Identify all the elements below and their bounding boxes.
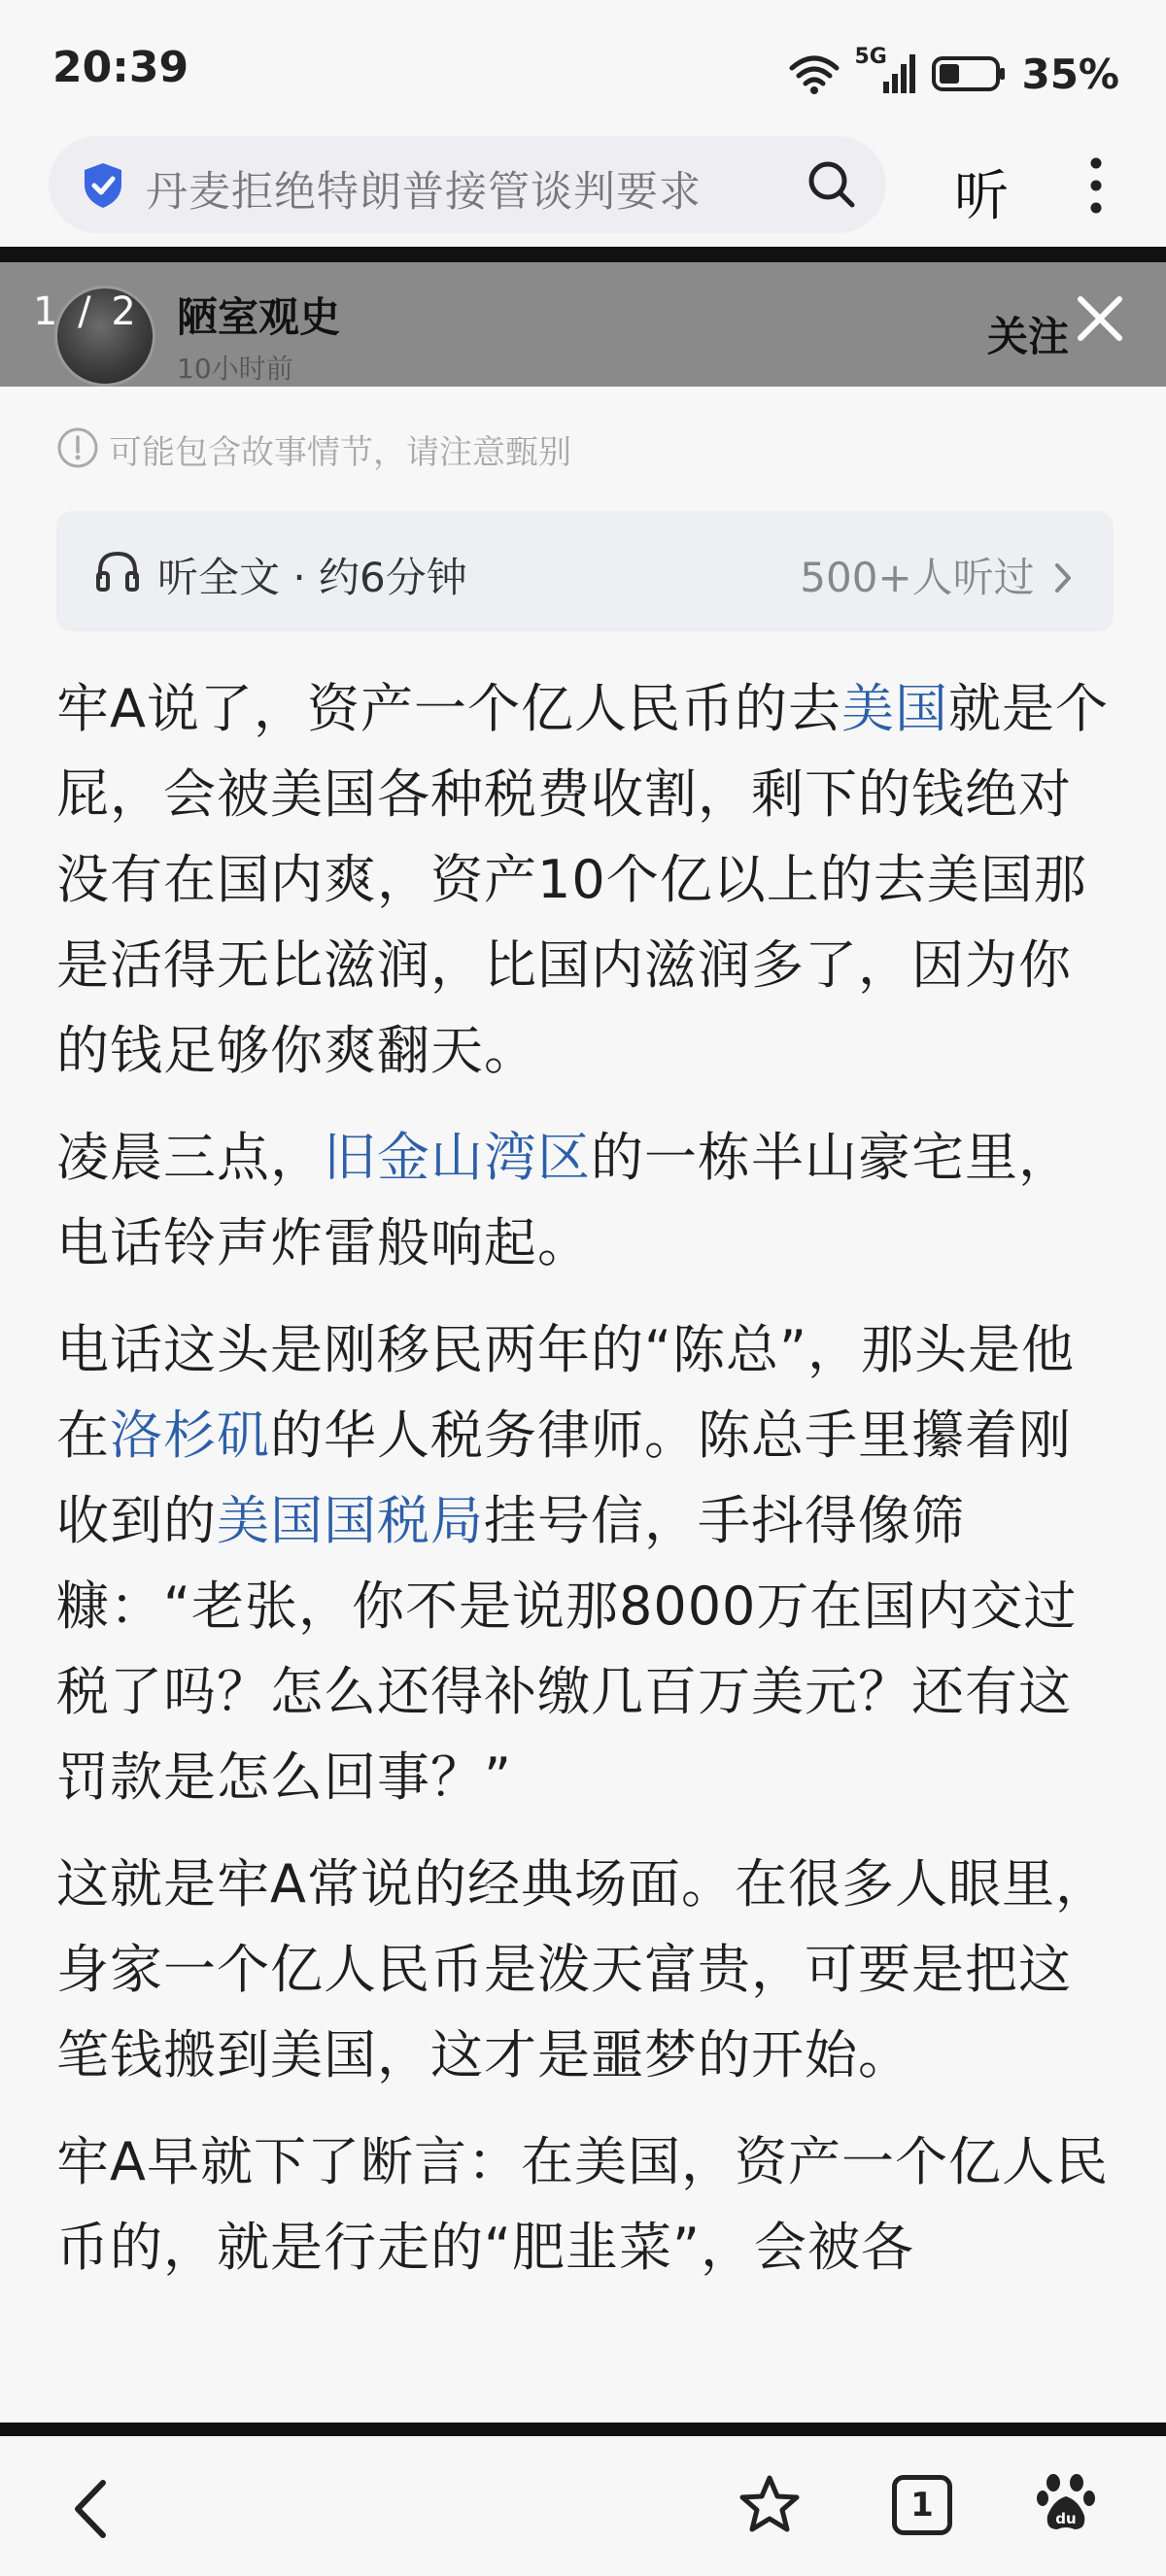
- wifi-icon: [788, 52, 840, 95]
- baidu-paw-icon[interactable]: [1036, 2471, 1096, 2539]
- listen-button[interactable]: 听: [954, 165, 1009, 228]
- text-span: 牢A说了，资产一个亿人民币的去: [56, 678, 841, 739]
- story-notice: [56, 425, 571, 473]
- bottom-nav: [0, 2436, 1166, 2576]
- article-paragraph: 这就是牢A常说的经典场面。在很多人眼里，身家一个亿人民币是泼天富贵，可要是把这笔钱搬到美国，这才是噩梦的开始。: [56, 1853, 1109, 2085]
- article-paragraph: [56, 1115, 1115, 1286]
- article-paragraph: [56, 1307, 1115, 1820]
- more-menu-icon[interactable]: [1086, 155, 1106, 220]
- signal-icon: [854, 45, 918, 97]
- article-paragraph: 牢A早就下了断言：在美国，资产一个亿人民币的，就是行走的“肥韭菜”，会被各: [56, 2131, 1109, 2278]
- search-query[interactable]: 丹麦拒绝特朗普接管谈判要求: [146, 168, 702, 217]
- svg-text:du: du: [1055, 2510, 1077, 2527]
- listen-label: 听全文 · 约6分钟: [157, 554, 467, 601]
- info-icon: [56, 426, 99, 473]
- link-sf-bay-area[interactable]: 旧金山湾区: [324, 1127, 591, 1188]
- back-icon[interactable]: [70, 2477, 113, 2545]
- search-icon[interactable]: [806, 159, 857, 214]
- text-span: 的一栋半山豪宅里，电话铃声炸雷般响起。: [56, 1127, 1072, 1273]
- status-time: 20:39: [52, 43, 189, 92]
- link-los-angeles[interactable]: 洛杉矶: [110, 1405, 270, 1466]
- headphone-icon: [95, 550, 140, 596]
- listen-count: [800, 546, 1073, 604]
- network-type: 5G: [854, 45, 887, 69]
- text-span: 挂号信，手抖得像筛糠：“老张，你不是说那8000万在国内交过税了吗？怎么还得补缴几百万美元？还有这罚款是怎么回事？”: [56, 1490, 1078, 1808]
- link-irs[interactable]: 美国国税局: [217, 1490, 484, 1551]
- battery-percentage: 35%: [1021, 50, 1119, 98]
- article-paragraph: [56, 666, 1115, 1094]
- author-name[interactable]: 陋室观史: [177, 293, 341, 341]
- battery-icon: [932, 54, 1008, 93]
- chevron-right-icon: [1047, 554, 1073, 601]
- bottom-divider: [0, 2423, 1166, 2436]
- text-span: 就是个屁，会被美国各种税费收割，剩下的钱绝对没有在国内爽，资产10个亿以上的去美国那是活得无比滋润，比国内滋润多了，因为你的钱足够你爽翻天。: [56, 678, 1109, 1081]
- text-span: 的华人税务律师。陈总手里攥着刚收到的: [56, 1405, 1072, 1551]
- tabs-button[interactable]: 1: [892, 2475, 952, 2535]
- bookmark-star-icon[interactable]: [737, 2473, 803, 2541]
- close-icon[interactable]: [1073, 291, 1127, 350]
- search-bar[interactable]: [49, 136, 886, 233]
- post-time: 10小时前: [177, 353, 293, 385]
- status-bar: [0, 0, 1166, 136]
- text-span: 电话这头是刚移民两年的“陈总”，那头是他在: [56, 1319, 1075, 1466]
- author-header: [0, 262, 1166, 387]
- status-icons: [788, 45, 1119, 103]
- listen-full-text-card[interactable]: [56, 511, 1114, 631]
- shield-icon: [82, 161, 124, 214]
- link-usa[interactable]: 美国: [840, 678, 948, 739]
- notice-text: 可能包含故事情节，请注意甄别: [109, 433, 571, 472]
- top-divider: [0, 247, 1166, 262]
- article-body: [56, 666, 1115, 2312]
- text-span: 凌晨三点，: [56, 1127, 324, 1188]
- follow-button[interactable]: 关注: [987, 313, 1070, 360]
- listen-count-text: 500+人听过: [800, 554, 1035, 601]
- page-indicator: 1 / 2: [33, 289, 140, 334]
